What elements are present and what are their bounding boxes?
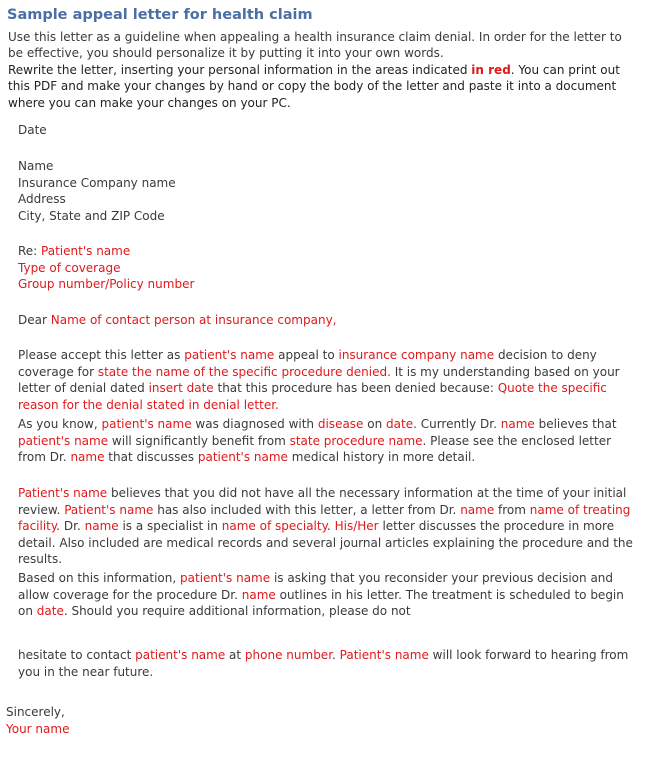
paragraph-4: Based on this information, patient's name is asking that you reconsider your previous decision and allow coverage for the procedure Dr. name outlines in his letter. The treatment is scheduled to begin on date. Should you require additional information, please do not bbox=[18, 571, 624, 619]
re-policy: Group number/Policy number bbox=[18, 277, 195, 292]
salutation: Dear Name of contact person at insurance company, bbox=[18, 313, 337, 327]
recipient-name: Name bbox=[18, 159, 54, 173]
letter-date: Date bbox=[18, 123, 47, 137]
re-patient: Patient's name bbox=[41, 244, 131, 258]
recipient-address bbox=[18, 158, 176, 224]
paragraph-5: hesitate to contact patient's name at phone number. Patient's name will look forward to hearing from you in the near future. bbox=[18, 648, 629, 679]
re-block bbox=[18, 243, 194, 293]
paragraph-2: As you know, patient's name was diagnosed with disease on date. Currently Dr. name believes that patient's name will significantly benefit from state procedure name. Please see the enclosed letter from Dr. name that discusses patient's name medical history in more detail. bbox=[18, 417, 617, 465]
intro-line-1: Use this letter as a guideline when appealing a health insurance claim denial. In order for the letter to be effective, you should personalize it by putting it into your own words. bbox=[8, 30, 622, 61]
recipient-street: Address bbox=[18, 192, 66, 207]
paragraph-1: Please accept this letter as patient's name appeal to insurance company name decision to deny coverage for state the name of the specific procedure denied. It is my understanding based on your letter of denial dated insert date that this procedure has been denied because: Quote the specific reason for the denial stated in denial letter. bbox=[18, 348, 620, 412]
intro-instructions bbox=[8, 29, 640, 111]
re-prefix: Re: bbox=[18, 244, 42, 258]
in-red-emphasis: in red bbox=[471, 62, 511, 77]
signature-name: Your name bbox=[6, 722, 70, 736]
recipient-company: Insurance Company name bbox=[18, 175, 176, 190]
closing: Sincerely, bbox=[6, 705, 65, 719]
paragraph-3: Patient's name believes that you did not have all the necessary information at the time of your initial review. Patient's name has also included with this letter, a letter from Dr. name from name of treating facility. Dr. name is a specialist in name of specialty. His/Her letter discusses the procedure in more detail. Also included are medical records and several journal articles explaining the procedure and the results. bbox=[18, 486, 633, 567]
re-coverage: Type of coverage bbox=[18, 260, 121, 275]
intro-line-2: Rewrite the letter, inserting your personal information in the areas indicated in red. You can print out this PDF and make your changes by hand or copy the body of the letter and paste it into a document where you can make your changes on your PC. bbox=[8, 62, 620, 110]
page-title: Sample appeal letter for health claim bbox=[7, 7, 313, 23]
recipient-city: City, State and ZIP Code bbox=[18, 208, 165, 223]
